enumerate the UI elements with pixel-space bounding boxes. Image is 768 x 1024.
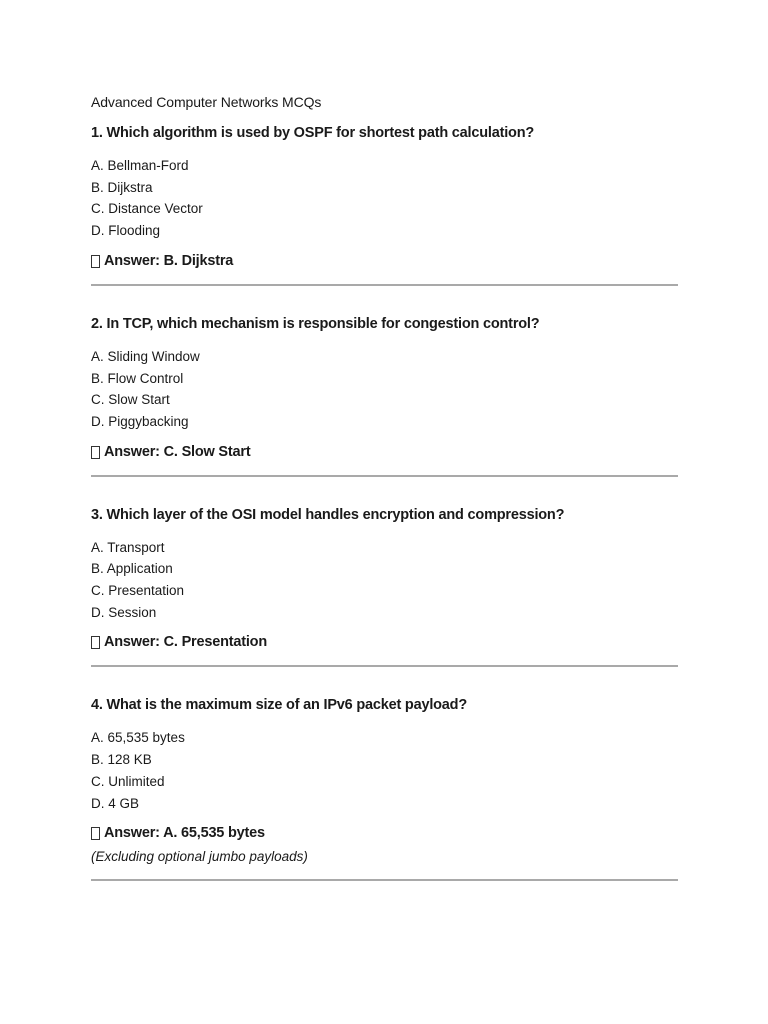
- option-item: C. Distance Vector: [91, 201, 203, 217]
- answer-line: [91, 633, 678, 652]
- question-1: [91, 124, 678, 286]
- answer-text: Answer: C. Slow Start: [104, 443, 251, 460]
- option-item: D. Flooding: [91, 223, 161, 239]
- question-text: 4. What is the maximum size of an IPv6 packet payload?: [91, 697, 467, 714]
- option-item: B. 128 KB: [91, 752, 152, 768]
- answer-line: [91, 443, 678, 462]
- option-item: D. 4 GB: [91, 795, 140, 811]
- option-item: A. Bellman-Ford: [91, 158, 189, 173]
- section-divider: [91, 879, 678, 881]
- missing-glyph-icon: [91, 827, 100, 840]
- question-text: 1. Which algorithm is used by OSPF for shortest path calculation?: [91, 125, 535, 141]
- option-item: A. 65,535 bytes: [91, 730, 185, 746]
- options-list: [91, 155, 678, 242]
- answer-line: [91, 252, 678, 271]
- option-item: B. Dijkstra: [91, 179, 153, 195]
- document-page: [91, 93, 678, 881]
- document-title: Advanced Computer Networks MCQs: [91, 94, 322, 110]
- option-item: C. Unlimited: [91, 773, 165, 789]
- question-4: [91, 696, 678, 881]
- options-list: [91, 727, 678, 814]
- option-item: B. Application: [91, 561, 173, 577]
- question-2: [91, 315, 678, 477]
- answer-text: Answer: A. 65,535 bytes: [104, 825, 265, 842]
- option-item: A. Transport: [91, 539, 165, 555]
- question-3: [91, 506, 678, 668]
- options-list: [91, 346, 678, 433]
- answer-text: Answer: C. Presentation: [104, 634, 267, 651]
- option-item: D. Piggybacking: [91, 413, 189, 429]
- question-text: 2. In TCP, which mechanism is responsible for congestion control?: [91, 315, 540, 332]
- missing-glyph-icon: [91, 446, 100, 459]
- answer-text: Answer: B. Dijkstra: [104, 252, 234, 269]
- missing-glyph-icon: [91, 636, 100, 649]
- option-item: C. Slow Start: [91, 392, 170, 408]
- option-item: A. Sliding Window: [91, 348, 200, 364]
- question-text: 3. Which layer of the OSI model handles encryption and compression?: [91, 506, 565, 523]
- answer-line: [91, 824, 678, 843]
- option-item: B. Flow Control: [91, 370, 184, 386]
- missing-glyph-icon: [91, 255, 100, 268]
- option-item: C. Presentation: [91, 583, 185, 599]
- option-item: D. Session: [91, 604, 157, 620]
- options-list: [91, 537, 678, 624]
- answer-note: (Excluding optional jumbo payloads): [91, 849, 308, 865]
